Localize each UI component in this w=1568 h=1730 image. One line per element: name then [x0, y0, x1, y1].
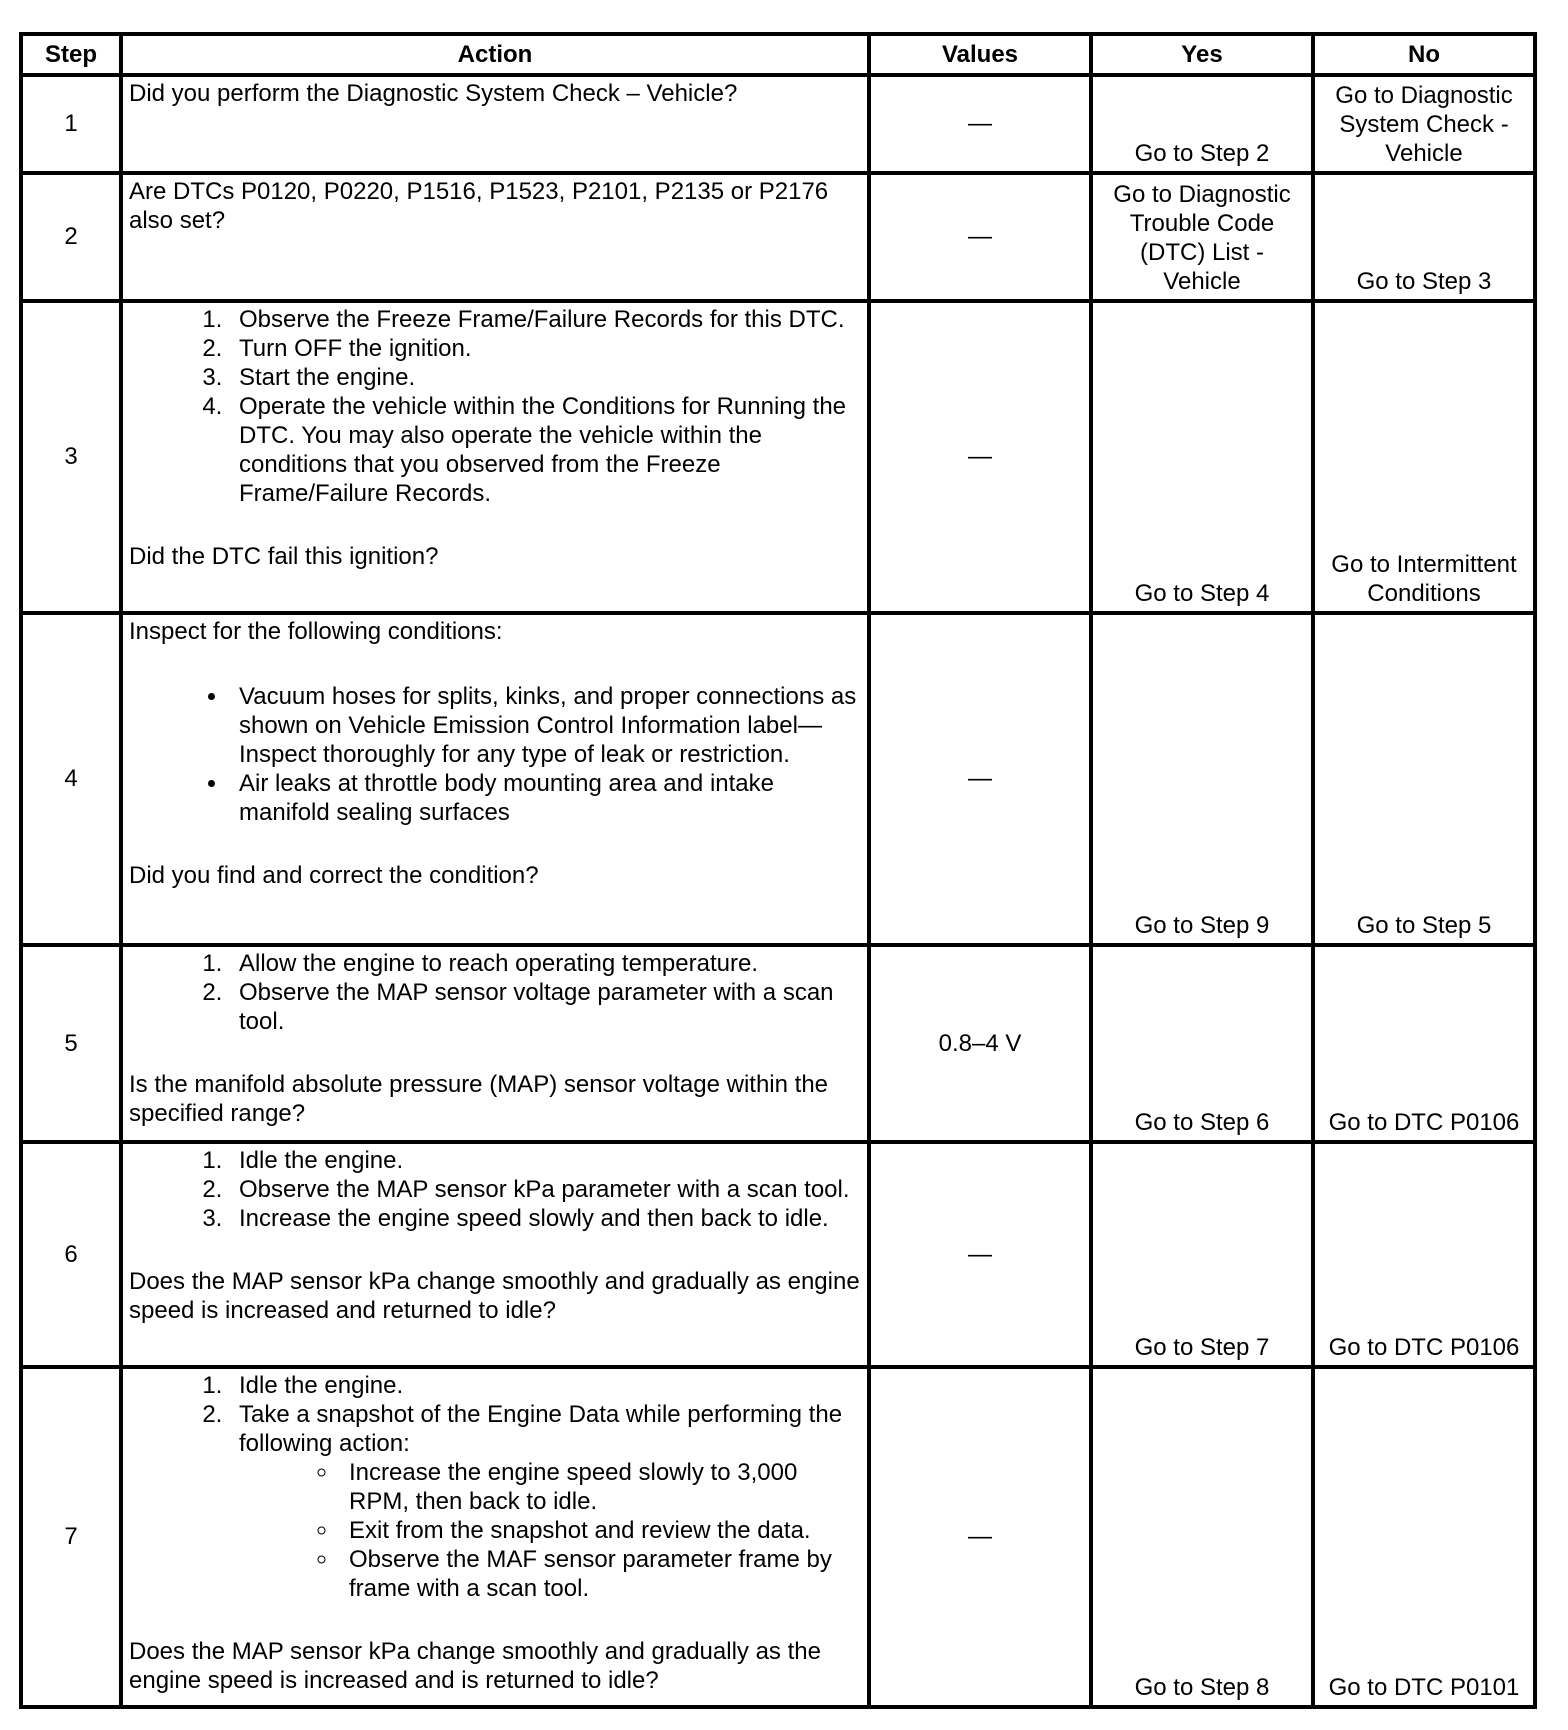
value-cell: —	[869, 1142, 1091, 1367]
action-question: Did you find and correct the condition?	[129, 862, 539, 889]
action-cell	[121, 301, 869, 613]
step-number: 1	[21, 75, 121, 173]
action-cell	[121, 1142, 869, 1367]
spacer	[129, 508, 861, 542]
action-question: Is the manifold absolute pressure (MAP) sensor voltage within the specified range?	[129, 1071, 829, 1127]
header-step: Step	[21, 34, 121, 75]
no-cell: Go to DTC P0106	[1313, 945, 1535, 1142]
condition-list	[129, 682, 861, 827]
header-action: Action	[121, 34, 869, 75]
action-steps-list	[129, 1146, 861, 1233]
step-number: 4	[21, 613, 121, 945]
action-intro: Inspect for the following conditions:	[129, 618, 503, 645]
table-row-step-6	[21, 1142, 1535, 1367]
value-cell: —	[869, 75, 1091, 173]
action-step: 3. Start the engine.	[229, 363, 861, 392]
action-step: 1. Idle the engine.	[229, 1371, 861, 1400]
action-cell	[121, 1367, 869, 1707]
action-step: 2. Observe the MAP sensor voltage parameter with a scan tool.	[229, 978, 861, 1036]
value-cell: —	[869, 1367, 1091, 1707]
action-step: 1. Observe the Freeze Frame/Failure Records for this DTC.	[229, 305, 861, 334]
action-step: 1. Allow the engine to reach operating temperature.	[229, 949, 861, 978]
action-step: 4. Operate the vehicle within the Conditions for Running the DTC. You may also operate the vehicle within the conditions that you observed from the Freeze Frame/Failure Records.	[229, 392, 861, 508]
action-cell	[121, 945, 869, 1142]
spacer	[129, 827, 861, 861]
step-number: 2	[21, 173, 121, 301]
value-cell: —	[869, 613, 1091, 945]
table-row-step-5	[21, 945, 1535, 1142]
action-question: Are DTCs P0120, P0220, P1516, P1523, P2101, P2135 or P2176 also set?	[129, 178, 829, 234]
no-cell: Go to Step 3	[1313, 173, 1535, 301]
value-cell: —	[869, 173, 1091, 301]
yes-cell: Go to Step 8	[1091, 1367, 1313, 1707]
table-row-step-1	[21, 75, 1535, 173]
yes-cell: Go to Step 7	[1091, 1142, 1313, 1367]
condition-item: • Vacuum hoses for splits, kinks, and proper connections as shown on Vehicle Emission Control Information label—Inspect thoroughly for any type of leak or restriction.	[229, 682, 861, 769]
value-cell: —	[869, 301, 1091, 613]
header-values: Values	[869, 34, 1091, 75]
action-step-text: Take a snapshot of the Engine Data while performing the following action:	[239, 1401, 843, 1457]
yes-cell: Go to Step 9	[1091, 613, 1313, 945]
action-question: Did you perform the Diagnostic System Check – Vehicle?	[129, 80, 738, 107]
action-cell	[121, 173, 869, 301]
substep-list	[239, 1458, 861, 1603]
action-cell	[121, 613, 869, 945]
yes-cell: Go to Step 6	[1091, 945, 1313, 1142]
action-steps-list	[129, 1371, 861, 1603]
header-row	[21, 34, 1535, 75]
step-number: 7	[21, 1367, 121, 1707]
spacer	[129, 1036, 861, 1070]
header-no: No	[1313, 34, 1535, 75]
table-row-step-2	[21, 173, 1535, 301]
step-number: 5	[21, 945, 121, 1142]
diagnostic-table	[19, 32, 1537, 1709]
substep-item: ◦ Increase the engine speed slowly to 3,000 RPM, then back to idle.	[339, 1458, 861, 1516]
action-cell	[121, 75, 869, 173]
action-steps-list	[129, 305, 861, 508]
substep-item: ◦ Exit from the snapshot and review the data.	[339, 1516, 861, 1545]
header-yes: Yes	[1091, 34, 1313, 75]
yes-cell: Go to Step 2	[1091, 75, 1313, 173]
spacer	[129, 646, 861, 682]
no-cell: Go to Intermittent Conditions	[1313, 301, 1535, 613]
action-step: 1. Idle the engine.	[229, 1146, 861, 1175]
step-number: 3	[21, 301, 121, 613]
table-row-step-7	[21, 1367, 1535, 1707]
action-question: Did the DTC fail this ignition?	[129, 543, 439, 570]
table-row-step-3	[21, 301, 1535, 613]
action-step: 2. Turn OFF the ignition.	[229, 334, 861, 363]
no-cell: Go to Diagnostic System Check - Vehicle	[1313, 75, 1535, 173]
value-cell: 0.8–4 V	[869, 945, 1091, 1142]
action-step	[229, 1400, 861, 1603]
step-number: 6	[21, 1142, 121, 1367]
action-step: 2. Observe the MAP sensor kPa parameter with a scan tool.	[229, 1175, 861, 1204]
action-question: Does the MAP sensor kPa change smoothly and gradually as engine speed is increased and returned to idle?	[129, 1268, 860, 1324]
action-step: 3. Increase the engine speed slowly and then back to idle.	[229, 1204, 861, 1233]
action-question: Does the MAP sensor kPa change smoothly and gradually as the engine speed is increased and is returned to idle?	[129, 1638, 821, 1694]
spacer	[129, 1233, 861, 1267]
yes-cell: Go to Diagnostic Trouble Code (DTC) List - Vehicle	[1091, 173, 1313, 301]
no-cell: Go to Step 5	[1313, 613, 1535, 945]
action-steps-list	[129, 949, 861, 1036]
substep-item: ◦ Observe the MAF sensor parameter frame by frame with a scan tool.	[339, 1545, 861, 1603]
condition-item: • Air leaks at throttle body mounting area and intake manifold sealing surfaces	[229, 769, 861, 827]
yes-cell: Go to Step 4	[1091, 301, 1313, 613]
no-cell: Go to DTC P0101	[1313, 1367, 1535, 1707]
no-cell: Go to DTC P0106	[1313, 1142, 1535, 1367]
table-row-step-4	[21, 613, 1535, 945]
spacer	[129, 1603, 861, 1637]
